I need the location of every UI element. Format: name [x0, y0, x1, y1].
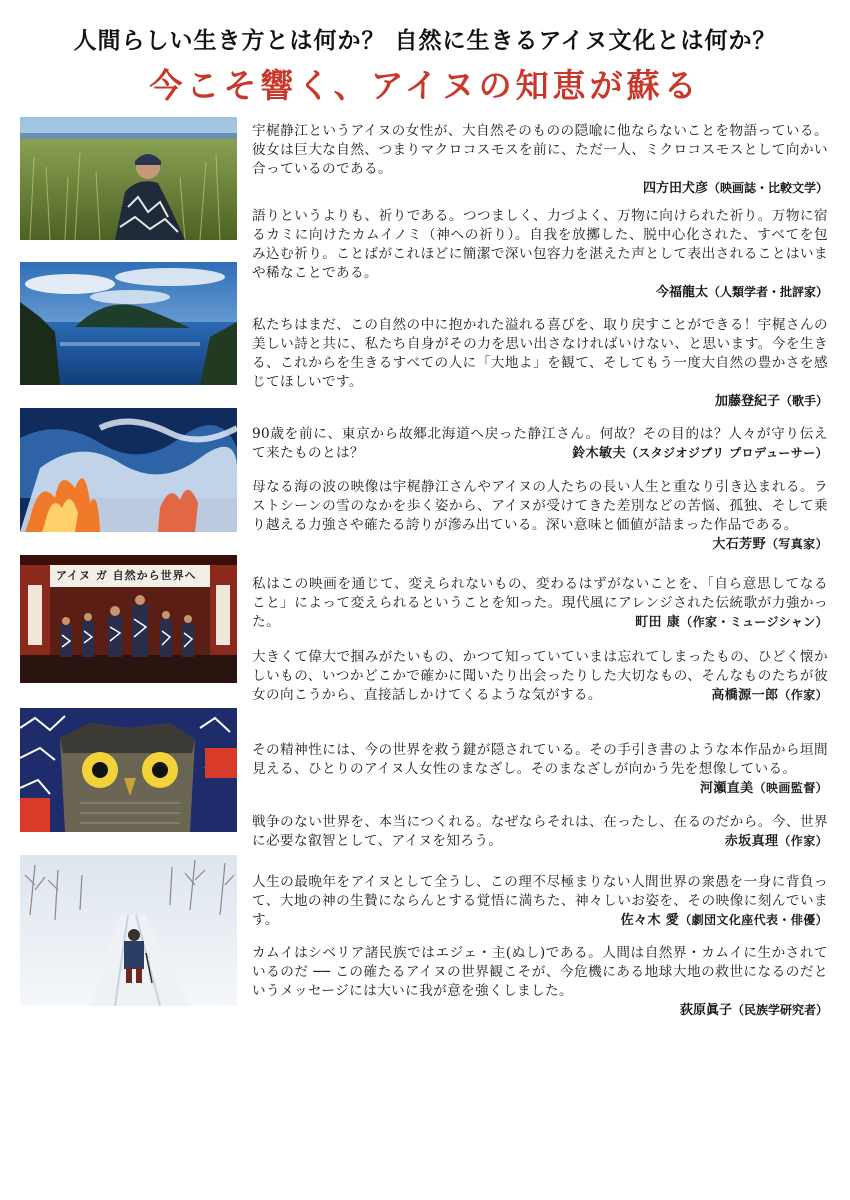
author-name: 河瀬直美: [699, 781, 754, 796]
quote-block-1: [252, 122, 828, 197]
author-role: （歌手）: [779, 394, 828, 408]
quote-attribution: [252, 393, 828, 410]
quote-text: [252, 575, 828, 632]
author-role: （写真家）: [765, 537, 828, 551]
quote-text: [252, 741, 828, 796]
author-name: 荻原眞子: [679, 1003, 732, 1018]
quote-block-7: [252, 648, 828, 705]
author-name: 鈴木敏夫: [572, 446, 626, 461]
snow-road-walker-photo: [20, 855, 237, 1006]
quote-attribution: [562, 444, 828, 463]
page-subtitle: 人間らしい生き方とは何か？ 自然に生きるアイヌ文化とは何か？: [73, 28, 777, 54]
quote-text: [252, 425, 828, 463]
author-name: 今福龍太: [655, 285, 708, 300]
quote-text: 私たちはまだ、この自然の中に抱かれた溢れる喜びを、取り戻すことができる！宇梶さんの美しい詩と共に、私たち自身がその力を思い出さなければいけない、と思います。今を生きる、これからを生きるすべての人に「大地よ」を観て、そしてもう一度大自然の豊かさを感じてほしいです。: [252, 317, 828, 390]
owl-embroidery-photo: [20, 708, 237, 832]
quote-text-body: 戦争のない世界を、本当につくれる。なぜならそれは、在ったし、在るのだから。今、世界に必要な叡智として、アイヌを知ろう。: [252, 814, 828, 849]
quote-text: [252, 873, 828, 930]
quote-attribution: [252, 284, 828, 301]
stage-dance-photo: [20, 555, 237, 683]
quote-attribution: [702, 535, 828, 554]
quote-text-body: その精神性には、今の世界を救う鍵が隠されている。その手引き書のような本作品から垣間見える、ひとりのアイヌ人女性のまなざし。そのまなざしが向かう先を想像している。: [252, 742, 828, 777]
quote-block-9: [252, 813, 828, 851]
quote-attribution: [690, 779, 828, 798]
quote-text: [252, 648, 828, 705]
stage-banner-text: アイヌ ガ 自然から世界へ: [56, 569, 197, 582]
quote-attribution: [625, 613, 828, 632]
quote-text-body: 母なる海の波の映像は宇梶静江さんやアイヌの人たちの長い人生と重なり引き込まれる。ラストシーンの雪のなかを歩く姿から、アイヌが受けてきた差別などの苦悩、孤独、そして乗り越える力強さや確たる誇りが滲み出ている。深い意味と価値が詰まった作品である。: [252, 479, 828, 533]
quote-attribution: [611, 911, 828, 930]
quote-text-body: 90歳を前に、東京から故郷北海道へ戻った静江さん。何故？その目的は？人々が守り伝えて来たものとは？: [252, 426, 828, 461]
quote-attribution: [715, 832, 828, 851]
quote-text: カムイはシベリア諸民族ではエジェ・主(ぬし)である。人間は自然界・カムイに生かされているのだ ── この確たるアイヌの世界観こそが、今危機にある地球大地の救世になるのだというメッセージには大いに我が意を強くしました。: [252, 945, 828, 999]
author-name: 四方田犬彦: [642, 181, 708, 196]
quote-attribution: [252, 1002, 828, 1019]
quote-block-10: [252, 873, 828, 930]
author-role: （スタジオジブリ プロデューサー）: [625, 446, 828, 460]
author-role: （人類学者・批評家）: [707, 285, 828, 299]
woman-in-grass-photo: [20, 117, 237, 240]
quote-text: 語りというよりも、祈りである。つつましく、力づよく、万物に向けられた祈り。万物に宿るカミに向けたカムイノミ（神への祈り）。自我を放擲した、脱中心化された、すべてを包み込む祈り。ことばがこれほどに簡潔で深い包容力を湛えた声として表出されることはいまや稀なことである。: [252, 208, 828, 281]
quote-attribution: [701, 686, 828, 705]
quote-block-3: [252, 316, 828, 410]
author-role: （作家・ミュージシャン）: [680, 615, 828, 629]
quote-block-8: [252, 741, 828, 798]
quote-text-body: 人生の最晩年をアイヌとして全うし、この理不尽極まりない人間世界の衆愚を一身に背負って、大地の神の生贄にならんとする覚悟に満ちた、神々しいお姿を、その映像に刻んでいます。: [252, 874, 828, 928]
author-role: （民族学研究者）: [731, 1003, 828, 1017]
author-name: 加藤登紀子: [714, 394, 780, 409]
quote-text-body: 私はこの映画を通じて、変えられないもの、変わるはずがないことを、「自ら意思してなること」によって変えられるということを知った。現代風にアレンジされた伝統歌が力強かった。: [252, 576, 828, 630]
quote-block-6: [252, 575, 828, 632]
quote-text: [252, 478, 828, 552]
author-name: 大石芳野: [712, 537, 766, 552]
quote-block-11: [252, 944, 828, 1019]
quote-text: 宇梶静江というアイヌの女性が、大自然そのものの隠喩に他ならないことを物語っている。彼女は巨大な自然、つまりマクロコスモスを前に、ただ一人、ミクロコスモスとして向かい合っているのである。: [252, 123, 828, 177]
quote-block-5: [252, 478, 828, 554]
author-role: （作家）: [778, 834, 828, 848]
page-title: 今こそ響く、アイヌの知恵が蘇る: [149, 66, 701, 105]
author-name: 佐々木 愛: [620, 913, 680, 928]
fire-and-waves-photo: [20, 408, 237, 532]
author-role: （作家）: [778, 688, 828, 702]
author-role: （映画誌・比較文学）: [707, 181, 828, 195]
quote-block-2: [252, 207, 828, 301]
lake-landscape-photo: [20, 262, 237, 385]
author-name: 町田 康: [635, 615, 681, 630]
quote-attribution: [252, 180, 828, 197]
author-role: （劇団文化座代表・俳優）: [679, 913, 828, 927]
quote-block-4: [252, 425, 828, 463]
quote-text: [252, 813, 828, 851]
author-role: （映画監督）: [753, 781, 828, 795]
author-name: 赤坂真理: [724, 834, 779, 849]
quote-text-body: 大きくて偉大で掴みがたいもの、かつて知っていていまは忘れてしまったもの、ひどく懐かしいもの、いつかどこかで確かに聞いたり出会ったりした大切なもの、そんなものたちが彼女の向こうから、直接話しかけてくるような気がする。: [252, 649, 828, 703]
author-name: 高橋源一郎: [711, 688, 779, 703]
